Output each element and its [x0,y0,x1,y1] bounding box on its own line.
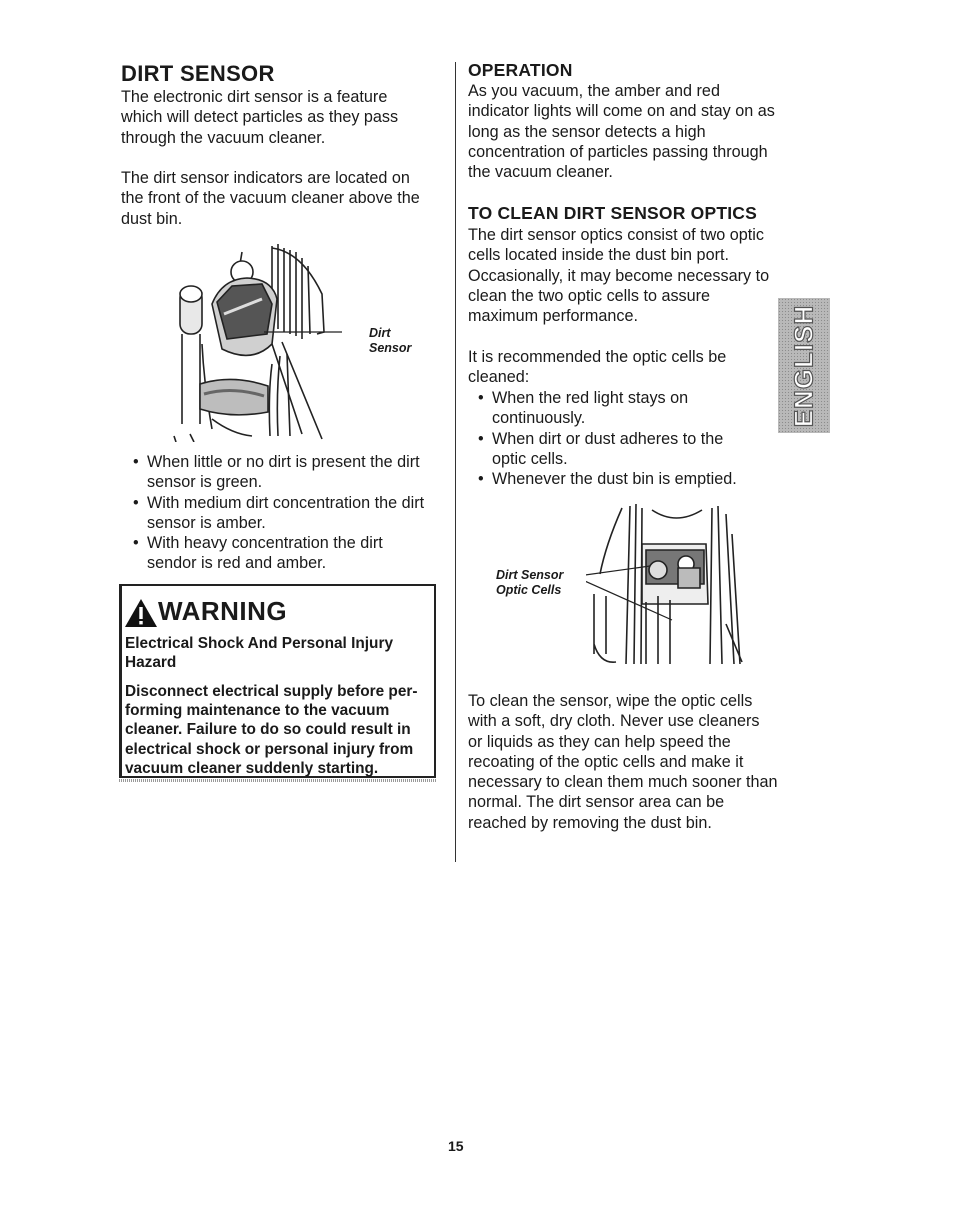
text-line: Occasionally, it may become necessary to [468,266,770,285]
side-tab-label: ENGLISH [788,304,819,427]
text-line: To clean the sensor, wipe the optic cells [468,692,753,710]
text-line: Disconnect electrical supply before per- [125,683,418,700]
list-item [133,493,443,534]
text-line: or liquids as they can help speed the [468,732,731,751]
text-line: concentration of particles passing through [468,142,768,161]
list-item [478,469,768,489]
text-line: Electrical Shock And Personal Injury [125,635,393,652]
text-line: • When the red light stays on [492,389,689,407]
optic-cells-callout [496,568,563,598]
page-number: 15 [448,1138,464,1154]
warning-box [119,584,436,778]
text-line: cells located inside the dust bin port. [468,246,729,265]
text-line: Hazard [125,654,177,672]
text-line: normal. The dirt sensor area can be [468,793,725,812]
text-line: sensor is green. [147,473,263,492]
list-item [133,533,443,574]
english-side-tab [778,298,830,433]
text-line: The dirt sensor optics consist of two optic [468,226,764,244]
clean-optics-heading: TO CLEAN DIRT SENSOR OPTICS [468,203,757,223]
text-line: long as the sensor detects a high [468,122,706,141]
optic-cells-illustration [586,504,746,668]
text-line: cleaner. Failure to do so could result in [125,721,411,739]
text-line: optic cells. [492,449,568,468]
text-line: • Whenever the dust bin is emptied. [492,470,737,489]
clean-optics-bullets [478,388,768,489]
indicator-bullets [133,452,443,574]
callout-line: Dirt Sensor [496,568,564,582]
text-line: It is recommended the optic cells be [468,348,727,366]
text-line: electrical shock or personal injury from [125,740,414,758]
cleaning-instructions [468,691,778,833]
warning-body [125,682,435,778]
dirt-sensor-location [121,168,420,229]
text-line: recoating of the optic cells and make it [468,752,744,771]
vacuum-dirt-sensor-illustration [172,244,342,442]
text-line: sendor is red and amber. [147,554,327,573]
text-line: • When little or no dirt is present the dirt [147,453,420,471]
text-line: through the vacuum cleaner. [121,128,326,147]
text-line: The electronic dirt sensor is a feature [121,88,388,106]
column-divider [455,62,456,862]
text-line: which will detect particles as they pass [121,108,399,127]
text-line: The dirt sensor indicators are located on [121,169,410,187]
text-line: As you vacuum, the amber and red [468,82,720,100]
dirt-sensor-heading: DIRT SENSOR [121,61,275,86]
text-line: continuously. [492,409,586,428]
callout-line: Sensor [369,341,412,355]
text-line: forming maintenance to the vacuum [125,702,390,720]
text-line: with a soft, dry cloth. Never use cleaners [468,712,760,731]
list-item [133,452,443,493]
text-line: the front of the vacuum cleaner above the [121,189,420,208]
text-line: necessary to clean them much sooner than [468,773,778,792]
text-line: cleaned: [468,368,530,387]
dirt-sensor-intro [121,87,398,148]
list-item [478,429,768,470]
text-line: clean the two optic cells to assure [468,286,711,305]
text-line: dust bin. [121,209,183,228]
text-line: vacuum cleaner suddenly starting. [125,759,379,777]
operation-heading: OPERATION [468,60,573,80]
text-line: reached by removing the dust bin. [468,813,712,832]
text-line: • With medium dirt concentration the dirt [147,493,425,512]
text-line: • With heavy concentration the dirt [147,534,383,553]
text-line: indicator lights will come on and stay on as [468,102,775,121]
text-line: maximum performance. [468,307,639,326]
warning-subtitle [125,634,393,672]
callout-line: Optic Cells [496,583,562,597]
callout-line: Dirt [369,326,391,340]
text-line: sensor is amber. [147,513,266,532]
clean-optics-recommendation [468,347,726,388]
dirt-sensor-callout [369,326,411,356]
warning-triangle-icon [124,598,158,628]
operation-text [468,81,775,182]
text-line: the vacuum cleaner. [468,163,613,182]
text-line: • When dirt or dust adheres to the [492,429,724,448]
list-item [478,388,768,429]
warning-title: WARNING [158,596,288,626]
clean-optics-intro [468,225,769,326]
